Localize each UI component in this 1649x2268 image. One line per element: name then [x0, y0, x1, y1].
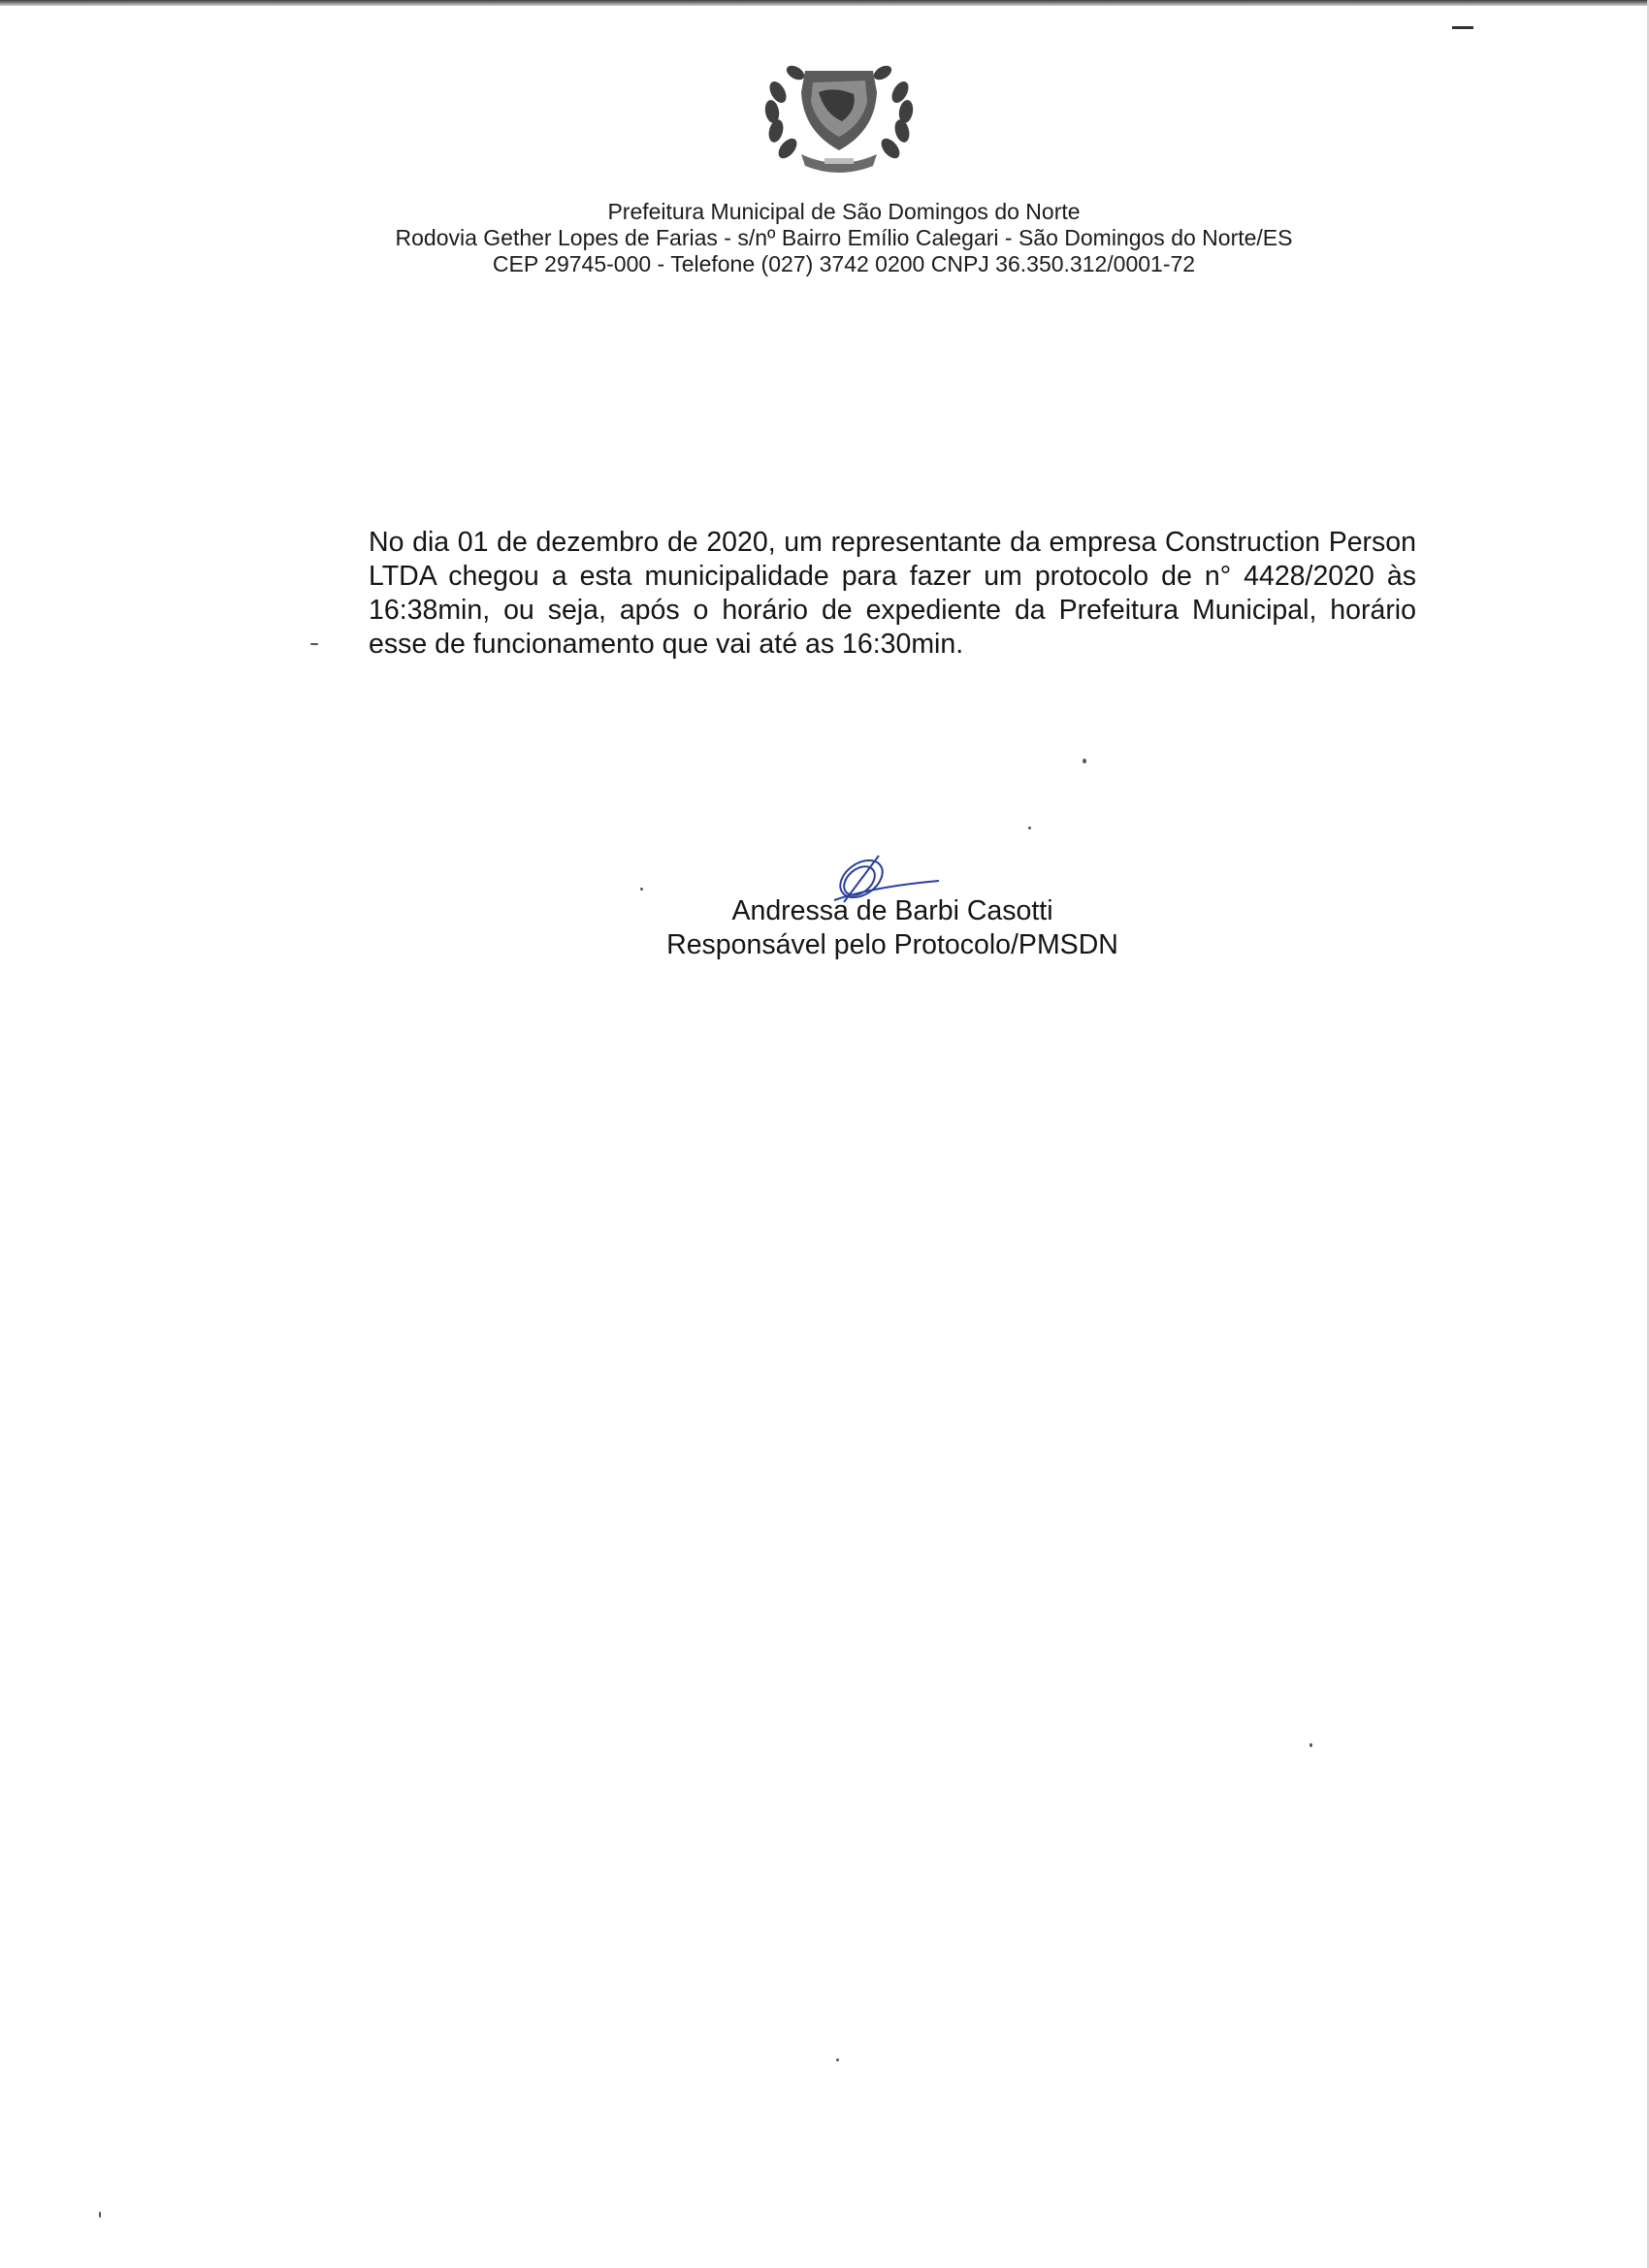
municipal-coat-of-arms-icon	[757, 53, 922, 179]
letterhead	[291, 199, 1397, 277]
scan-speck	[1310, 1743, 1312, 1747]
signer-role: Responsável pelo Protocolo/PMSDN	[666, 929, 1118, 960]
letterhead-line-address: Rodovia Gether Lopes de Farias - s/nº Bairro Emílio Calegari - São Domingos do Norte/ES	[395, 225, 1293, 250]
scan-speck	[99, 2212, 101, 2218]
scan-speck	[310, 643, 318, 645]
scan-speck	[640, 888, 643, 891]
scan-speck	[836, 2058, 839, 2061]
scan-top-edge	[0, 0, 1649, 6]
letterhead-line-institution: Prefeitura Municipal de São Domingos do Norte	[607, 199, 1081, 224]
scan-mark	[1452, 26, 1473, 29]
body-paragraph: No dia 01 de dezembro de 2020, um representante da empresa Construction Person LTDA chegou a esta municipalidade para fazer um protocolo de n° 4428/2020 às 16:38min, ou seja, após o horário de expediente da Prefeitura Municipal, horário esse de funcionamento que vai até as 16:30min.	[369, 527, 1416, 660]
signature-block	[621, 894, 1164, 962]
letterhead-line-contact: CEP 29745-000 - Telefone (027) 3742 0200 CNPJ 36.350.312/0001-72	[492, 251, 1196, 276]
scan-speck	[1083, 759, 1086, 763]
scan-speck	[1028, 826, 1031, 829]
signer-name: Andressa de Barbi Casotti	[731, 895, 1053, 926]
